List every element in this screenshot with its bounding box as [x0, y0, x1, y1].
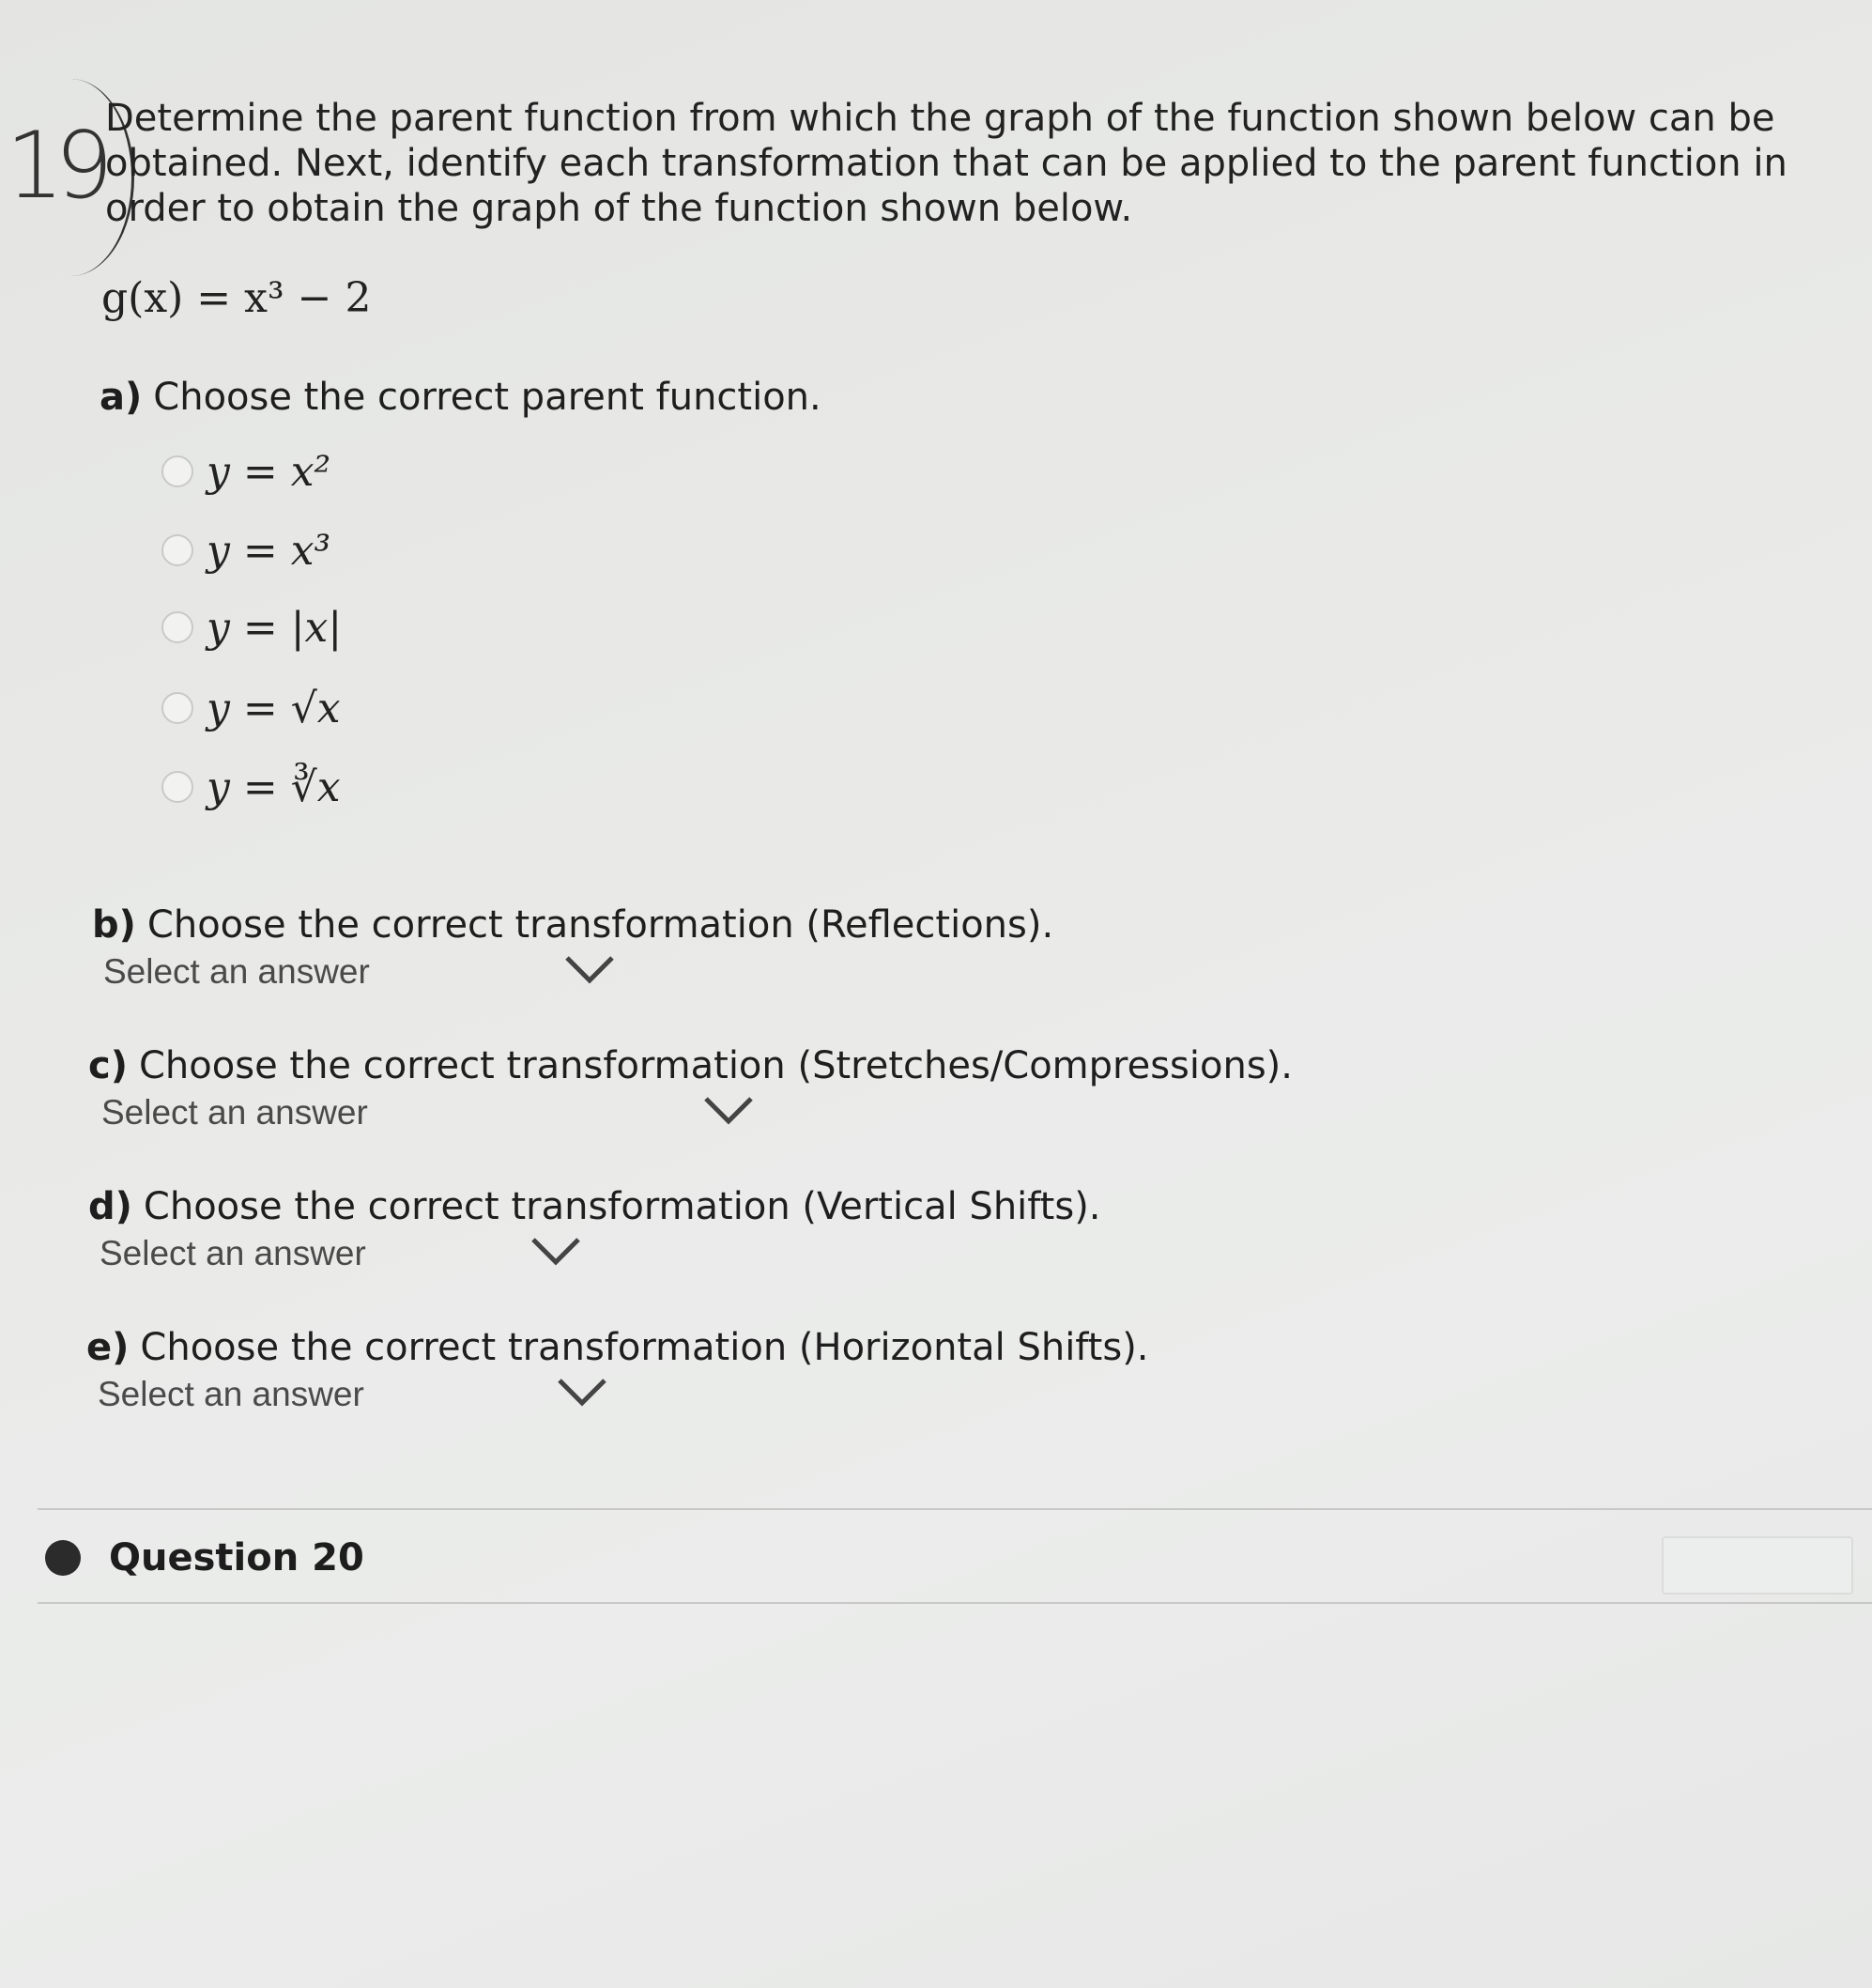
- part-e-text: Choose the correct transformation (Horizontal Shifts).: [140, 1326, 1149, 1369]
- part-b-label: [92, 903, 1053, 947]
- stretches-select[interactable]: [101, 1089, 759, 1136]
- radio-button[interactable]: [161, 611, 193, 643]
- chevron-down-icon: [529, 1236, 582, 1268]
- part-a-text: Choose the correct parent function.: [153, 376, 821, 419]
- option-sqrt-x[interactable]: [161, 680, 341, 736]
- part-d-text: Choose the correct transformation (Vertical Shifts).: [143, 1185, 1101, 1228]
- part-a-letter: a): [100, 376, 143, 419]
- part-e-letter: e): [86, 1326, 130, 1369]
- option-label: y = |x|: [207, 603, 343, 652]
- part-b-text: Choose the correct transformation (Reflections).: [146, 903, 1054, 947]
- option-label: y = √x: [207, 684, 341, 732]
- option-x-cubed[interactable]: [161, 522, 330, 578]
- reflections-select-value: Select an answer: [103, 952, 370, 991]
- status-dot-icon: [45, 1540, 81, 1576]
- part-d-label: [88, 1185, 1101, 1228]
- chevron-down-icon: [702, 1095, 755, 1127]
- section-divider: [38, 1508, 1872, 1510]
- reflections-select[interactable]: [103, 948, 629, 995]
- question-20-title: Question 20: [109, 1536, 364, 1580]
- question-prompt: Determine the parent function from which the graph of the function shown below can be obtained. Next, identify each transformation that can be applied to the parent function in order to obtain the graph of the function shown below.: [105, 97, 1788, 230]
- radio-button[interactable]: [161, 692, 193, 724]
- section-divider: [38, 1602, 1872, 1604]
- stretches-select-value: Select an answer: [101, 1093, 368, 1132]
- part-c-text: Choose the correct transformation (Stretches/Compressions).: [139, 1044, 1293, 1087]
- option-label: y = x³: [207, 526, 331, 575]
- part-c-letter: c): [88, 1044, 128, 1087]
- horizontal-shifts-select[interactable]: [98, 1371, 623, 1418]
- chevron-down-icon: [563, 954, 616, 986]
- option-abs-x[interactable]: [161, 599, 342, 655]
- option-label: y = ∛x: [207, 763, 341, 811]
- chevron-down-icon: [556, 1377, 608, 1409]
- radio-button[interactable]: [161, 455, 193, 487]
- option-x-squared[interactable]: [161, 443, 330, 500]
- vertical-shifts-select-value: Select an answer: [100, 1234, 366, 1272]
- edit-icon[interactable]: [1662, 1536, 1853, 1595]
- option-cbrt-x[interactable]: [161, 759, 341, 815]
- part-c-label: [88, 1044, 1293, 1087]
- radio-button[interactable]: [161, 771, 193, 803]
- part-b-letter: b): [92, 903, 136, 947]
- radio-button[interactable]: [161, 534, 193, 566]
- part-a-label: [100, 376, 821, 419]
- part-d-letter: d): [88, 1185, 132, 1228]
- option-label: y = x²: [207, 447, 331, 496]
- horizontal-shifts-select-value: Select an answer: [98, 1375, 364, 1413]
- question-20-header[interactable]: [45, 1536, 364, 1580]
- vertical-shifts-select[interactable]: [100, 1230, 606, 1277]
- function-expression: g(x) = x³ − 2: [101, 274, 372, 322]
- handwritten-question-number: 19: [6, 113, 104, 220]
- part-e-label: [86, 1326, 1149, 1369]
